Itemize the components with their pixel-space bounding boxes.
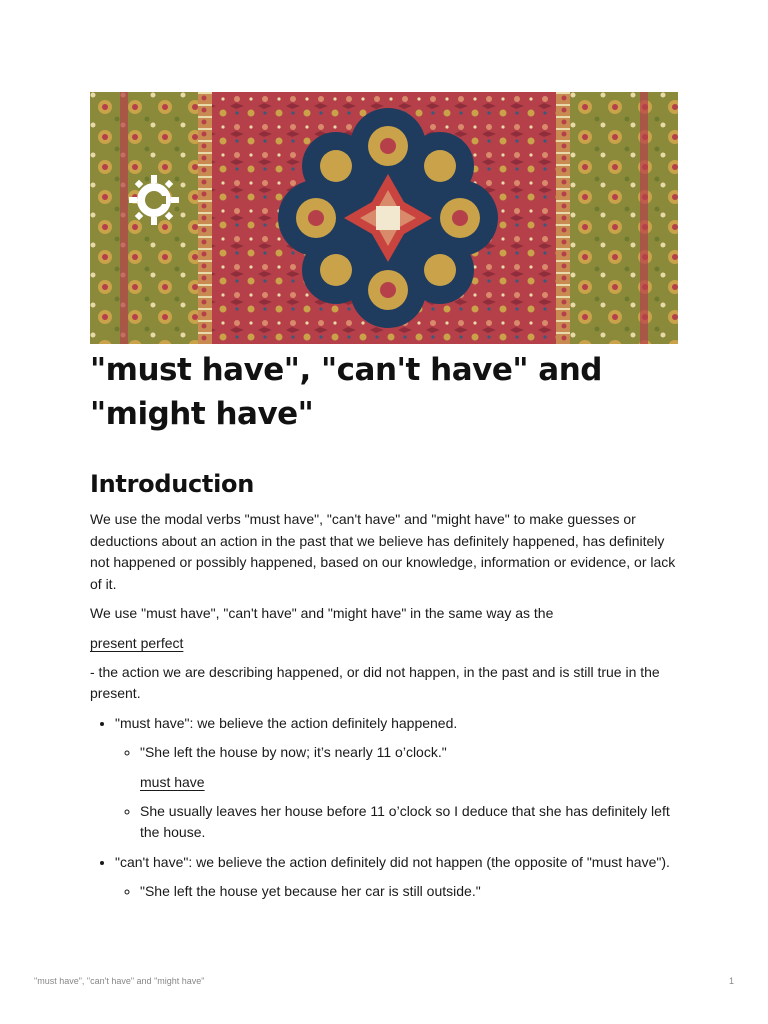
explanation-sentence: She usually leaves her house before 11 o’clock so I deduce that she has definitely left the house. <box>140 802 670 840</box>
example-sentence: "She left the house yet because her car is still outside." <box>140 883 481 899</box>
present-perfect-link[interactable]: present perfect <box>90 634 184 651</box>
must-have-sublist <box>115 742 678 764</box>
header-image-persian-carpet <box>90 92 678 344</box>
comparison-paragraph: We use "must have", "can't have" and "might have" in the same way as the <box>90 605 554 621</box>
list-item-must-have <box>115 713 678 844</box>
example-sentence: "She left the house by now; it’s nearly 11 o’clock." <box>140 744 447 760</box>
cant-have-sublist <box>115 881 678 903</box>
sublist-item-explanation <box>140 801 678 844</box>
must-have-link-line <box>140 772 678 793</box>
must-have-sublist-2 <box>115 801 678 844</box>
modal-verbs-list <box>90 713 678 903</box>
link-line <box>90 633 678 654</box>
list-item-cant-have <box>115 852 678 903</box>
document-title: "must have", "can't have" and "might have" <box>90 352 602 432</box>
footer-running-title: "must have", "can't have" and "might have" <box>34 976 205 986</box>
explanation-paragraph: - the action we are describing happened, or did not happen, in the past and is still true in the present. <box>90 663 660 701</box>
document-page <box>90 92 678 911</box>
section-heading-introduction: Introduction <box>90 470 254 498</box>
must-have-link[interactable]: must have <box>140 773 205 790</box>
sublist-item-example <box>140 742 678 764</box>
intro-paragraph: We use the modal verbs "must have", "can't have" and "might have" to make guesses or deductions about an action in the past that we believe has definitely happened, has definitely not happened or possibly happened, based on our knowledge, information or evidence, or lack of it. <box>90 511 676 592</box>
list-item-text: "must have": we believe the action definitely happened. <box>115 714 458 731</box>
sublist-item-example <box>140 881 678 903</box>
list-item-text: "can't have": we believe the action definitely did not happen (the opposite of "must have"). <box>115 853 670 870</box>
footer-page-number: 1 <box>728 976 734 986</box>
